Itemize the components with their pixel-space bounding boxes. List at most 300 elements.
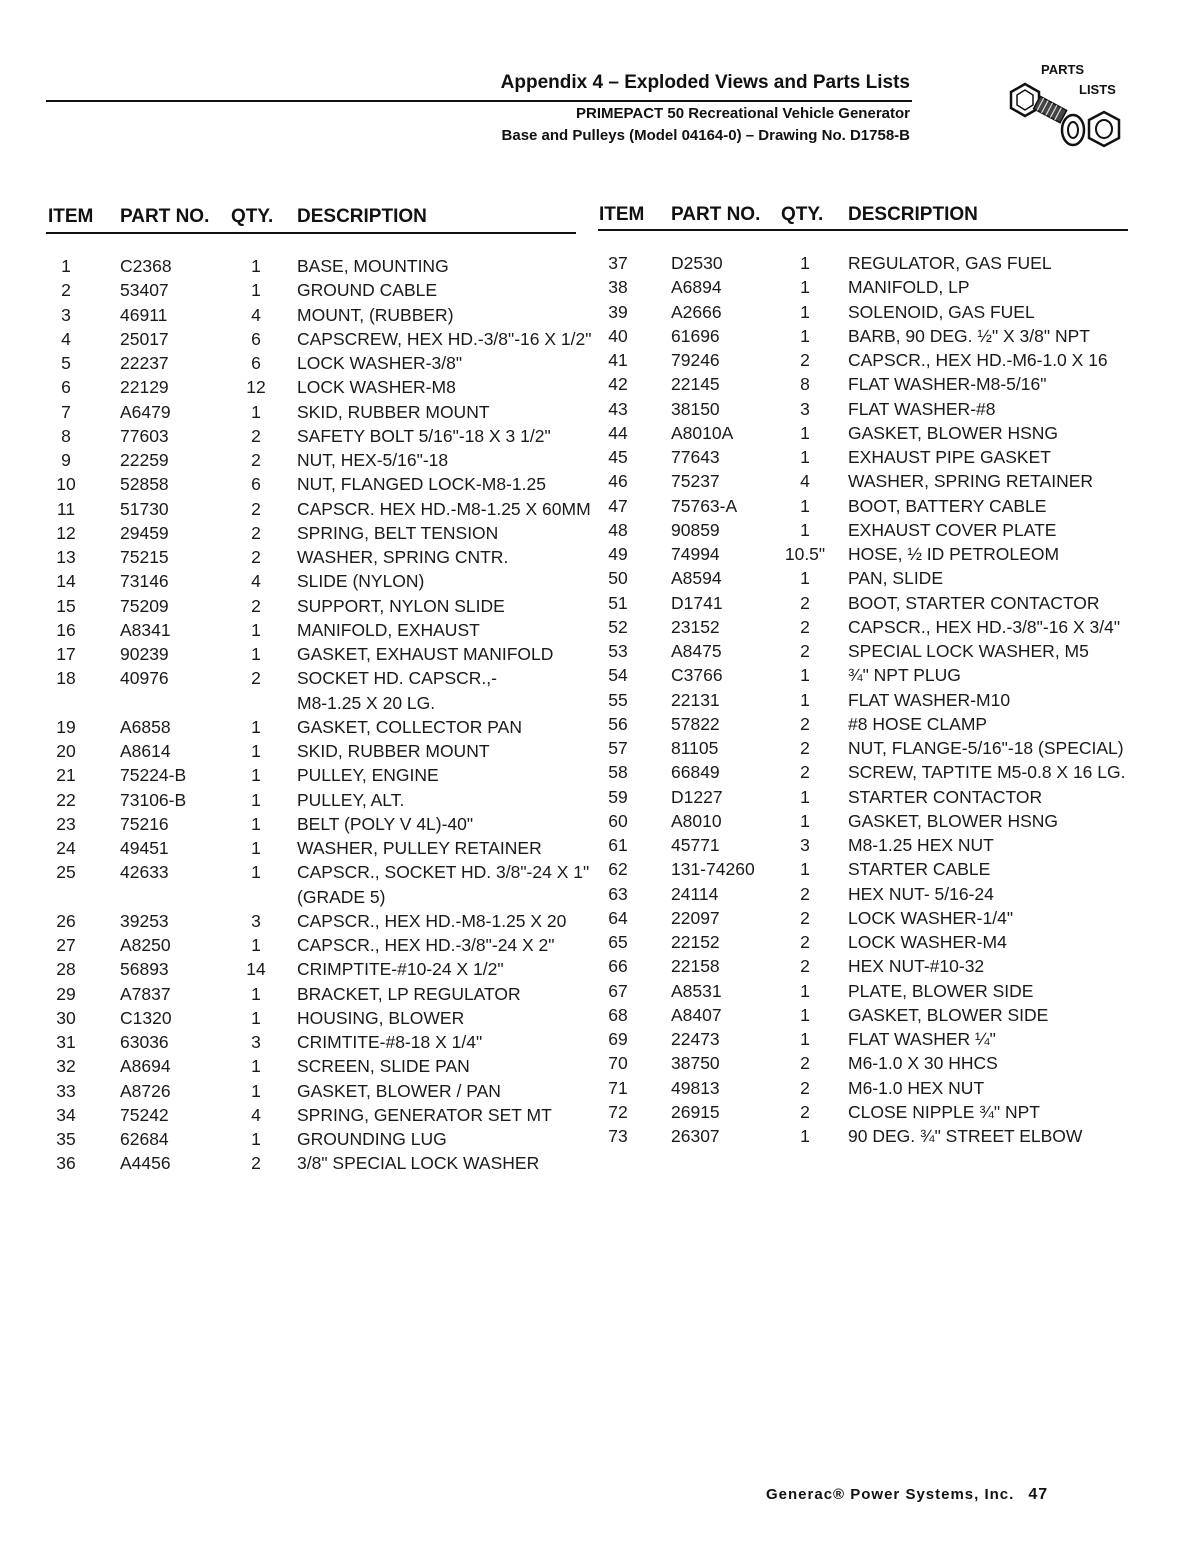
description: SCREW, TAPTITE M5-0.8 X 16 LG.: [848, 762, 1126, 783]
description: HOSE, ½ ID PETROLEOM: [848, 544, 1060, 564]
item-number: 57: [608, 738, 628, 758]
right-header-rule: [598, 229, 1128, 231]
description: LOCK WASHER-M4: [848, 932, 1007, 952]
item-number: 4: [61, 328, 71, 349]
description: CAPSCR. HEX HD.-M8-1.25 X 60MM: [297, 498, 591, 519]
part-number: 38750: [671, 1053, 720, 1074]
quantity: 1: [800, 859, 810, 880]
part-number: 40976: [120, 668, 169, 689]
description: SAFETY BOLT 5/16"-18 X 3 1/2": [297, 425, 551, 446]
quantity: 1: [800, 689, 810, 710]
item-number: 18: [56, 668, 76, 689]
item-number: 47: [608, 495, 628, 516]
description: SUPPORT, NYLON SLIDE: [297, 595, 505, 616]
quantity: 2: [800, 883, 810, 904]
quantity: 8: [800, 374, 810, 395]
part-number: 75763-A: [671, 495, 738, 516]
description: 90 DEG. ¾" STREET ELBOW: [848, 1126, 1083, 1146]
description: M8-1.25 HEX NUT: [848, 835, 994, 855]
item-number: 31: [56, 1032, 76, 1052]
item-number: 28: [56, 959, 76, 980]
col-description-header: DESCRIPTION: [848, 204, 978, 225]
part-number: 22473: [671, 1029, 720, 1049]
part-number: 63036: [120, 1032, 169, 1052]
quantity: 4: [800, 471, 810, 492]
item-number: 54: [608, 665, 628, 686]
description: LOCK WASHER-M8: [297, 377, 456, 398]
part-number: 90239: [120, 644, 169, 664]
description: M6-1.0 X 30 HHCS: [848, 1053, 998, 1074]
part-number: 53407: [120, 280, 169, 301]
description: CAPSCR., HEX HD.-M6-1.0 X 16: [848, 350, 1108, 370]
part-number: 23152: [671, 616, 720, 637]
item-number: 30: [56, 1007, 76, 1028]
quantity: 4: [251, 304, 261, 325]
col-description-header: DESCRIPTION: [297, 206, 427, 227]
description: GASKET, BLOWER SIDE: [848, 1004, 1049, 1025]
part-number: 22129: [120, 377, 169, 398]
quantity: 2: [251, 1153, 261, 1174]
item-number: 63: [608, 883, 628, 904]
quantity: 1: [800, 665, 810, 686]
parts-lists-logo: [1003, 58, 1131, 158]
quantity: 2: [800, 641, 810, 661]
part-number: 49813: [671, 1077, 720, 1098]
quantity: 2: [251, 425, 261, 446]
item-number: 53: [608, 641, 628, 661]
part-number: A8010A: [671, 422, 734, 443]
part-number: A8694: [120, 1056, 171, 1077]
part-number: 75215: [120, 547, 169, 567]
page-footer: [766, 1486, 1048, 1504]
col-qty-header: QTY.: [231, 206, 274, 227]
left-table-header: [46, 206, 576, 230]
description: CRIMPTITE-#10-24 X 1/2": [297, 959, 504, 980]
quantity: 2: [800, 762, 810, 783]
quantity: 1: [800, 980, 810, 1001]
quantity: 1: [800, 810, 810, 831]
description: 3/8" SPECIAL LOCK WASHER: [297, 1153, 540, 1174]
part-number: 61696: [671, 325, 720, 346]
description: #8 HOSE CLAMP: [848, 713, 988, 734]
item-number: 33: [56, 1080, 76, 1101]
part-number: 57822: [671, 713, 720, 734]
description: CAPSCR., SOCKET HD. 3/8"-24 X 1": [297, 862, 590, 883]
item-number: 32: [56, 1056, 76, 1077]
item-number: 20: [56, 741, 76, 761]
item-number: 21: [56, 765, 76, 786]
quantity: 1: [251, 765, 261, 786]
description: GASKET, BLOWER HSNG: [848, 422, 1059, 443]
item-number: 13: [56, 547, 76, 567]
item-number: 43: [608, 398, 628, 419]
part-number: A6858: [120, 716, 171, 737]
description: CRIMTITE-#8-18 X 1/4": [297, 1032, 483, 1052]
part-number: 75209: [120, 595, 169, 616]
item-number: 29: [56, 983, 76, 1004]
item-number: 46: [608, 471, 628, 492]
quantity: 1: [251, 644, 261, 664]
quantity: 12: [246, 377, 266, 398]
item-number: 71: [608, 1077, 628, 1098]
item-number: 41: [608, 350, 628, 370]
description: CAPSCR., HEX HD.-3/8"-16 X 3/4": [848, 616, 1121, 637]
description: FLAT WASHER-M8-5/16": [848, 374, 1047, 395]
description: FLAT WASHER ¼": [848, 1029, 996, 1049]
right-table-header: [598, 204, 1128, 228]
description: GASKET, EXHAUST MANIFOLD: [297, 644, 554, 664]
quantity: 1: [800, 447, 810, 467]
part-number: 25017: [120, 328, 169, 349]
part-number: 66849: [671, 762, 720, 783]
quantity: 2: [800, 713, 810, 734]
quantity: 2: [800, 1077, 810, 1098]
description: GASKET, COLLECTOR PAN: [297, 716, 522, 737]
part-number: 75237: [671, 471, 720, 492]
drawing-reference: Base and Pulleys (Model 04164-0) – Drawing No. D1758-B: [501, 127, 910, 144]
quantity: 1: [800, 253, 810, 273]
part-number: 22131: [671, 689, 720, 710]
quantity: 1: [800, 1004, 810, 1025]
part-number: 22145: [671, 374, 720, 395]
item-number: 23: [56, 813, 76, 834]
description: EXHAUST COVER PLATE: [848, 519, 1057, 540]
part-number: 22097: [671, 907, 720, 928]
item-number: 58: [608, 762, 628, 783]
item-number: 56: [608, 713, 628, 734]
quantity: 2: [800, 932, 810, 952]
part-number: A8475: [671, 641, 722, 661]
description: M6-1.0 HEX NUT: [848, 1077, 985, 1098]
part-number: C2368: [120, 256, 172, 276]
quantity: 2: [800, 592, 810, 613]
part-number: 26307: [671, 1126, 720, 1146]
part-number: C3766: [671, 665, 723, 686]
description: GASKET, BLOWER / PAN: [297, 1080, 501, 1101]
col-partno-header: PART NO.: [120, 206, 210, 227]
part-number: 75224-B: [120, 765, 187, 786]
description: PLATE, BLOWER SIDE: [848, 980, 1034, 1001]
part-number: A8407: [671, 1004, 722, 1025]
item-number: 60: [608, 810, 628, 831]
part-number: 77603: [120, 425, 169, 446]
item-number: 40: [608, 325, 628, 346]
quantity: 1: [251, 1056, 261, 1077]
description: MOUNT, (RUBBER): [297, 304, 454, 325]
quantity: 10.5": [784, 544, 826, 564]
description: FLAT WASHER-M10: [848, 689, 1011, 710]
item-number: 12: [56, 522, 76, 543]
quantity: 1: [251, 1129, 261, 1149]
item-number: 38: [608, 277, 628, 298]
item-number: 55: [608, 689, 628, 710]
description: HEX NUT- 5/16-24: [848, 883, 994, 904]
item-number: 16: [56, 619, 76, 640]
description: MANIFOLD, EXHAUST: [297, 619, 480, 640]
quantity: 1: [800, 1126, 810, 1146]
description: SLIDE (NYLON): [297, 571, 425, 592]
description: PAN, SLIDE: [848, 568, 943, 589]
quantity: 1: [800, 301, 810, 322]
part-number: 22259: [120, 450, 169, 470]
description: MANIFOLD, LP: [848, 277, 970, 298]
item-number: 19: [56, 716, 76, 737]
description: SOCKET HD. CAPSCR.,-: [297, 668, 497, 689]
part-number: A4456: [120, 1153, 171, 1174]
description: WASHER, SPRING RETAINER: [848, 471, 1094, 492]
part-number: 45771: [671, 835, 720, 855]
part-number: 22158: [671, 956, 720, 977]
item-number: 11: [56, 498, 76, 519]
part-number: 38150: [671, 398, 720, 419]
part-number: D1227: [671, 786, 723, 807]
col-item-header: ITEM: [48, 206, 94, 227]
quantity: 4: [251, 571, 261, 592]
description: SPECIAL LOCK WASHER, M5: [848, 641, 1089, 661]
item-number: 7: [61, 401, 71, 422]
part-number: 131-74260: [671, 859, 755, 880]
item-number: 14: [56, 571, 76, 592]
quantity: 1: [251, 256, 261, 276]
part-number: 51730: [120, 498, 169, 519]
part-number: A8614: [120, 741, 171, 761]
col-partno-header: PART NO.: [671, 204, 761, 225]
quantity: 1: [251, 789, 261, 810]
quantity: 1: [251, 935, 261, 955]
part-number: 29459: [120, 522, 169, 543]
quantity: 2: [251, 450, 261, 470]
quantity: 2: [251, 595, 261, 616]
part-number: C1320: [120, 1007, 172, 1028]
description: BELT (POLY V 4L)-40": [297, 813, 474, 834]
item-number: 62: [608, 859, 628, 880]
col-item-header: ITEM: [599, 204, 645, 225]
item-number: 17: [56, 644, 76, 664]
quantity: 6: [251, 353, 261, 373]
description: WASHER, SPRING CNTR.: [297, 547, 509, 567]
part-number: D1741: [671, 592, 723, 613]
part-number: 75216: [120, 813, 169, 834]
item-number: 35: [56, 1129, 76, 1149]
item-number: 59: [608, 786, 628, 807]
description: HOUSING, BLOWER: [297, 1007, 465, 1028]
quantity: 1: [251, 716, 261, 737]
part-number: 79246: [671, 350, 720, 370]
quantity: 1: [251, 813, 261, 834]
quantity: 1: [800, 277, 810, 298]
item-number: 37: [608, 253, 628, 273]
description: NUT, HEX-5/16"-18: [297, 450, 449, 470]
quantity: 1: [251, 983, 261, 1004]
quantity: 3: [800, 835, 810, 855]
part-number: 74994: [671, 544, 720, 564]
page-subtitle: PRIMEPACT 50 Recreational Vehicle Generator: [575, 105, 910, 122]
description: M8-1.25 X 20 LG.: [297, 692, 436, 713]
quantity: 1: [800, 422, 810, 443]
description: SKID, RUBBER MOUNT: [297, 401, 490, 422]
part-number: 77643: [671, 447, 720, 467]
item-number: 2: [61, 280, 71, 301]
quantity: 1: [251, 1007, 261, 1028]
item-number: 48: [608, 519, 628, 540]
quantity: 4: [251, 1104, 261, 1125]
quantity: 3: [251, 1032, 261, 1052]
company-name: Generac® Power Systems, Inc.: [766, 1486, 1015, 1503]
quantity: 2: [251, 668, 261, 689]
description: BARB, 90 DEG. ½" X 3/8" NPT: [848, 325, 1090, 346]
item-number: 9: [61, 450, 71, 470]
item-number: 42: [608, 374, 628, 395]
item-number: 69: [608, 1029, 628, 1049]
logo-text-lists: LISTS: [1079, 82, 1116, 97]
item-number: 49: [608, 544, 628, 564]
quantity: 1: [800, 1029, 810, 1049]
quantity: 3: [800, 398, 810, 419]
page-title: Appendix 4 – Exploded Views and Parts Lists: [500, 72, 910, 93]
part-number: 46911: [120, 304, 168, 325]
quantity: 1: [800, 568, 810, 589]
quantity: 1: [251, 280, 261, 301]
description: GROUND CABLE: [297, 280, 438, 301]
item-number: 51: [608, 592, 628, 613]
description: REGULATOR, GAS FUEL: [848, 253, 1052, 273]
col-qty-header: QTY.: [781, 204, 824, 225]
page-number: 47: [1028, 1486, 1049, 1503]
part-number: 26915: [671, 1101, 720, 1122]
part-number: A2666: [671, 301, 722, 322]
item-number: 64: [608, 907, 628, 928]
part-number: 90859: [671, 519, 720, 540]
item-number: 34: [56, 1104, 76, 1125]
item-number: 24: [56, 838, 76, 858]
part-number: A8531: [671, 980, 722, 1001]
quantity: 2: [800, 1053, 810, 1074]
quantity: 2: [251, 522, 261, 543]
item-number: 25: [56, 862, 76, 883]
description: CLOSE NIPPLE ¾" NPT: [848, 1101, 1040, 1122]
quantity: 2: [800, 907, 810, 928]
description: CAPSCR., HEX HD.-M8-1.25 X 20: [297, 910, 567, 931]
description: HEX NUT-#10-32: [848, 956, 985, 977]
part-number: D2530: [671, 253, 723, 273]
description: SPRING, GENERATOR SET MT: [297, 1104, 552, 1125]
quantity: 3: [251, 910, 261, 931]
part-number: 42633: [120, 862, 169, 883]
quantity: 2: [800, 350, 810, 370]
item-number: 15: [56, 595, 76, 616]
part-number: A8726: [120, 1080, 171, 1101]
quantity: 1: [251, 741, 261, 761]
item-number: 68: [608, 1004, 628, 1025]
part-number: A6894: [671, 277, 722, 298]
quantity: 1: [800, 519, 810, 540]
logo-text-parts: PARTS: [1041, 62, 1085, 77]
quantity: 1: [251, 862, 261, 883]
item-number: 52: [608, 616, 628, 637]
quantity: 2: [800, 1101, 810, 1122]
quantity: 2: [800, 956, 810, 977]
description: FLAT WASHER-#8: [848, 398, 996, 419]
part-number: A8594: [671, 568, 722, 589]
item-number: 8: [61, 425, 71, 446]
item-number: 65: [608, 932, 628, 952]
part-number: 62684: [120, 1129, 169, 1149]
quantity: 1: [251, 401, 261, 422]
description: STARTER CABLE: [848, 859, 991, 880]
item-number: 39: [608, 301, 628, 322]
item-number: 1: [61, 256, 71, 276]
part-number: 56893: [120, 959, 169, 980]
part-number: 39253: [120, 910, 169, 931]
description: CAPSCR., HEX HD.-3/8"-24 X 2": [297, 935, 555, 955]
part-number: A7837: [120, 983, 171, 1004]
part-number: A8250: [120, 935, 171, 955]
description: EXHAUST PIPE GASKET: [848, 447, 1051, 467]
description: LOCK WASHER-1/4": [848, 907, 1014, 928]
quantity: 2: [251, 498, 261, 519]
quantity: 2: [251, 547, 261, 567]
description: BRACKET, LP REGULATOR: [297, 983, 521, 1004]
item-number: 72: [608, 1101, 628, 1122]
item-number: 26: [56, 910, 76, 931]
description: ¾" NPT PLUG: [848, 665, 961, 686]
description: SPRING, BELT TENSION: [297, 522, 499, 543]
description: PULLEY, ALT.: [297, 789, 405, 810]
description: STARTER CONTACTOR: [848, 786, 1043, 807]
quantity: 1: [800, 786, 810, 807]
description: SKID, RUBBER MOUNT: [297, 741, 490, 761]
item-number: 5: [61, 353, 71, 373]
item-number: 66: [608, 956, 628, 977]
part-number: 24114: [671, 883, 719, 904]
part-number: 49451: [120, 838, 169, 858]
description: WASHER, PULLEY RETAINER: [297, 838, 542, 858]
quantity: 1: [800, 325, 810, 346]
item-number: 50: [608, 568, 628, 589]
part-number: 52858: [120, 474, 169, 495]
quantity: 14: [246, 959, 266, 980]
quantity: 6: [251, 474, 261, 495]
description: GROUNDING LUG: [297, 1129, 447, 1149]
quantity: 1: [800, 495, 810, 516]
item-number: 10: [56, 474, 76, 495]
item-number: 73: [608, 1126, 628, 1146]
part-number: 73146: [120, 571, 169, 592]
item-number: 61: [608, 835, 628, 855]
item-number: 44: [608, 422, 628, 443]
left-header-rule: [46, 232, 576, 234]
description: PULLEY, ENGINE: [297, 765, 439, 786]
item-number: 36: [56, 1153, 76, 1174]
item-number: 70: [608, 1053, 628, 1074]
description: SOLENOID, GAS FUEL: [848, 301, 1035, 322]
part-number: A8010: [671, 810, 722, 831]
part-number: 73106-B: [120, 789, 187, 810]
item-number: 67: [608, 980, 628, 1001]
description: (GRADE 5): [297, 886, 386, 907]
description: NUT, FLANGE-5/16"-18 (SPECIAL): [848, 738, 1124, 758]
description: BOOT, STARTER CONTACTOR: [848, 592, 1100, 613]
description: GASKET, BLOWER HSNG: [848, 810, 1059, 831]
description: LOCK WASHER-3/8": [297, 353, 463, 373]
part-number: 22237: [120, 353, 169, 373]
item-number: 22: [56, 789, 76, 810]
description: BASE, MOUNTING: [297, 256, 449, 276]
item-number: 27: [56, 935, 76, 955]
description: BOOT, BATTERY CABLE: [848, 495, 1047, 516]
quantity: 2: [800, 616, 810, 637]
part-number: 22152: [671, 932, 720, 952]
